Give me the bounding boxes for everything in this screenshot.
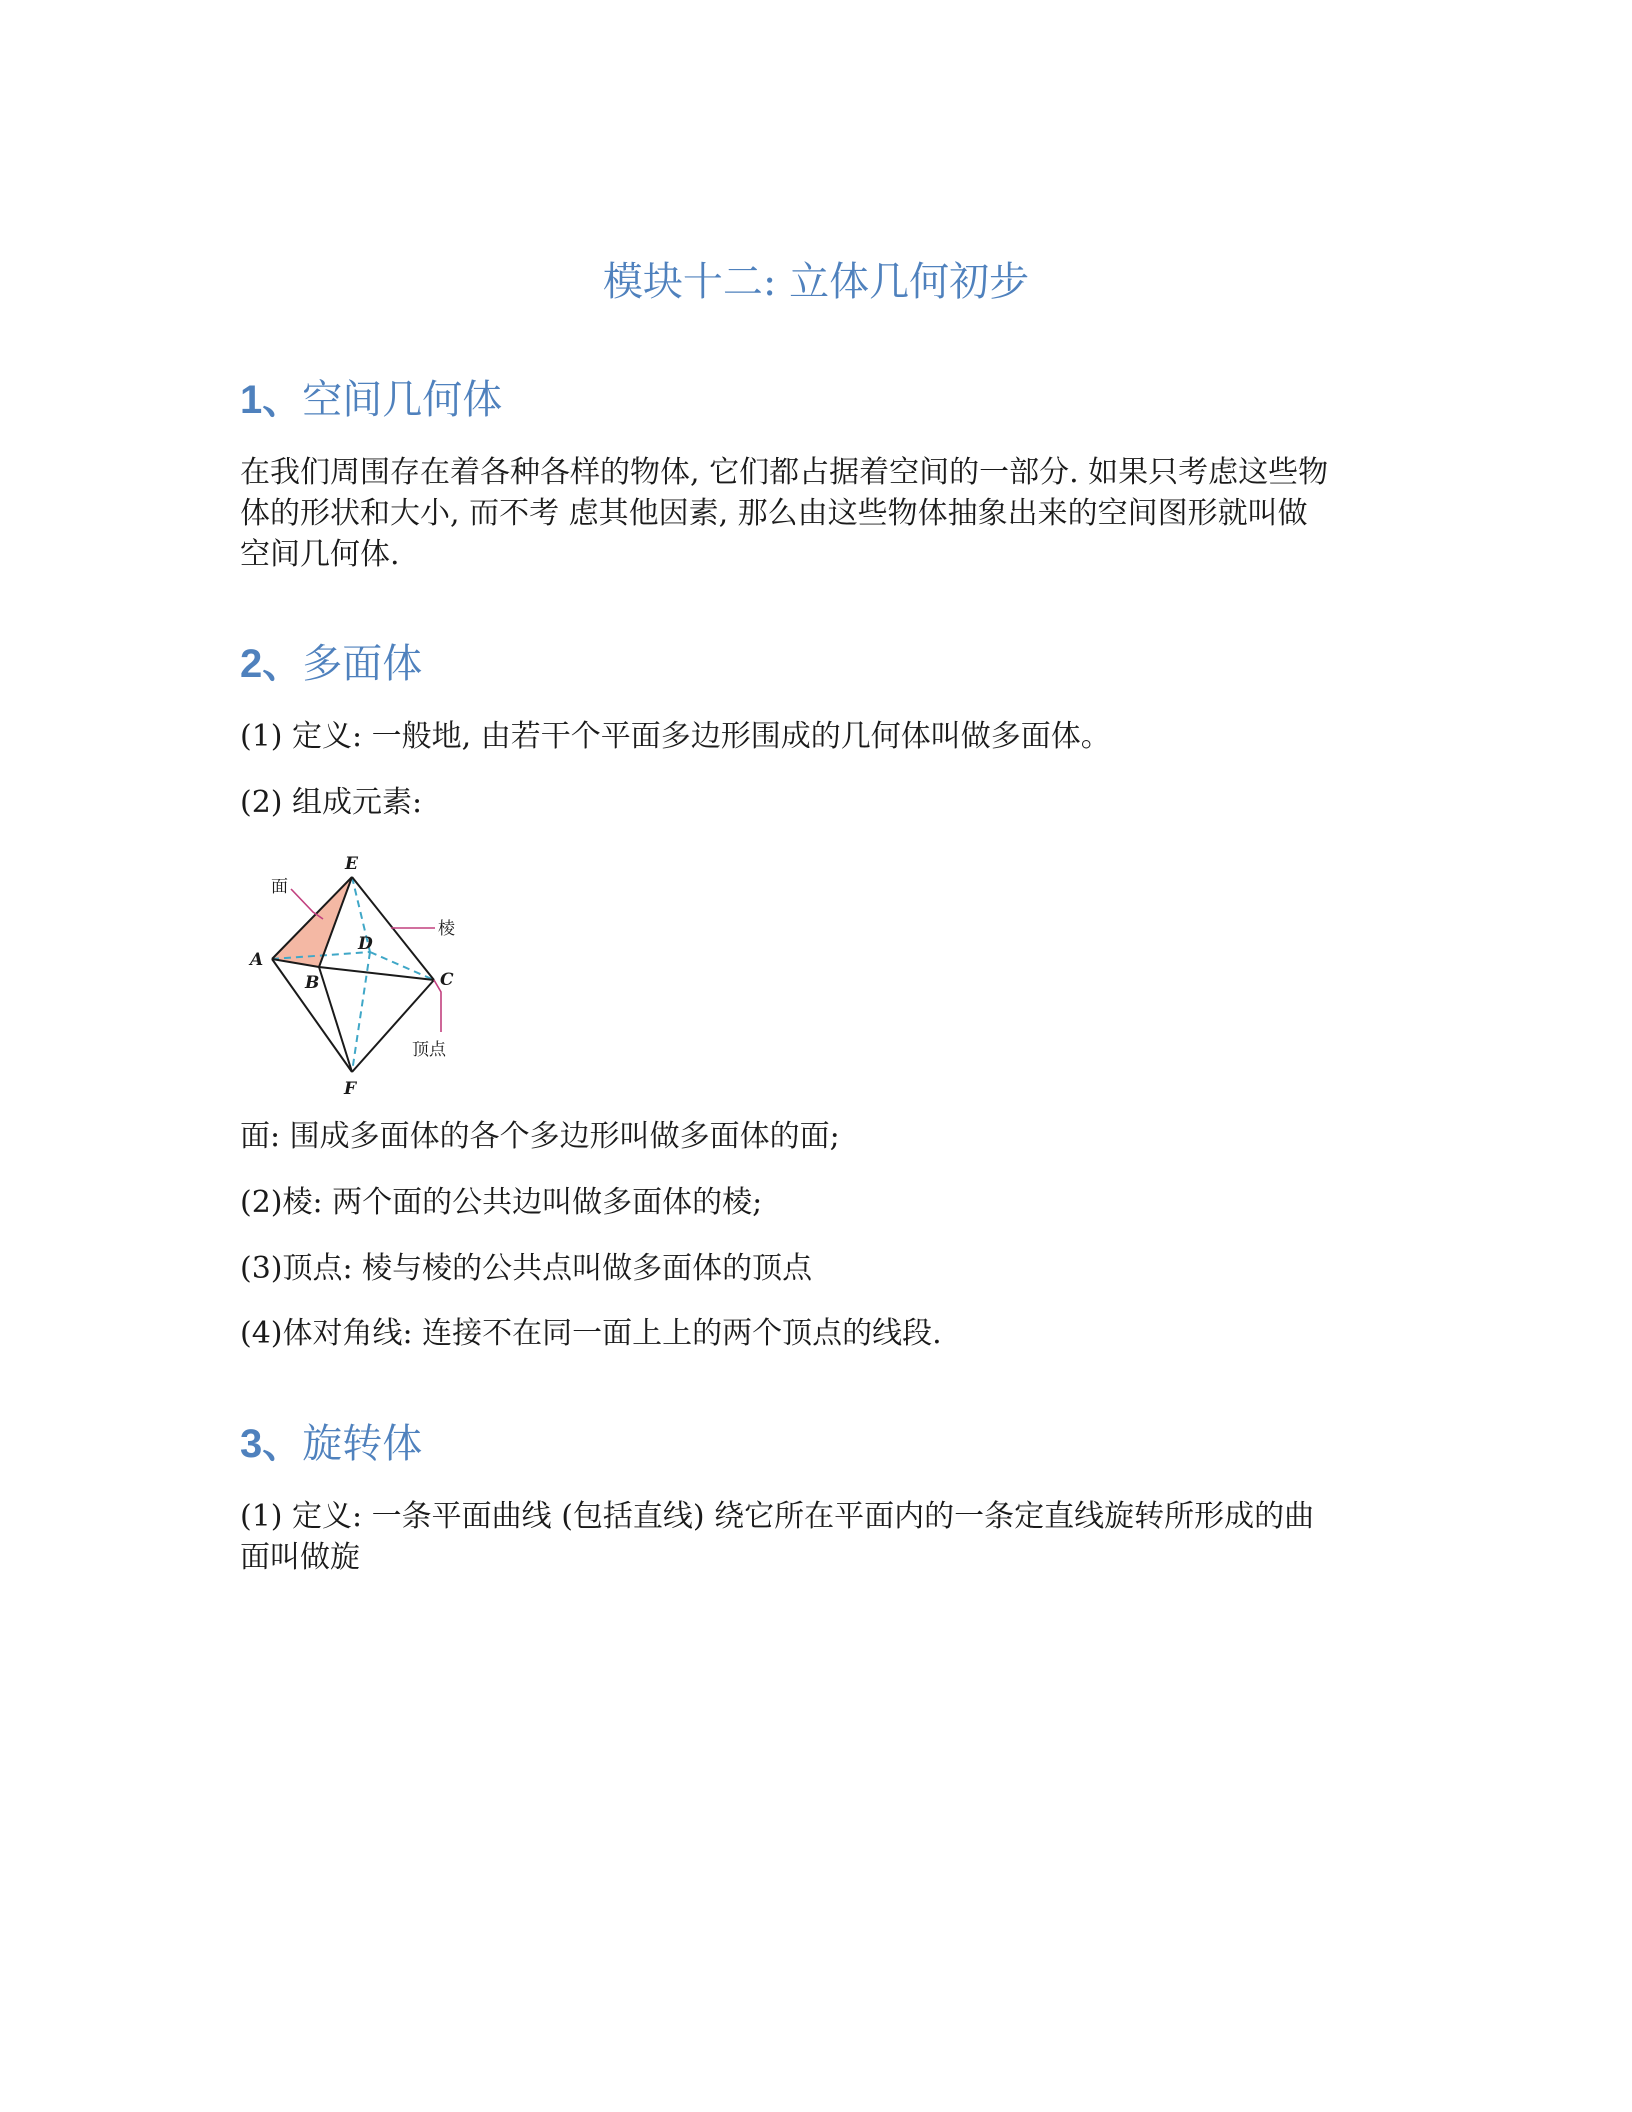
element-face: 面: 围成多面体的各个多边形叫做多面体的面; [240, 1119, 840, 1154]
section-3-line: 面叫做旋 [240, 1540, 360, 1575]
label-edge: 棱 [438, 919, 455, 939]
element-diagonal: (4)体对角线: 连接不在同一面上上的两个顶点的线段. [240, 1316, 942, 1351]
element-edge: (2)棱: 两个面的公共边叫做多面体的棱; [240, 1185, 763, 1220]
hidden-edges [272, 877, 434, 1072]
element-vertex: (3)顶点: 棱与棱的公共点叫做多面体的顶点 [240, 1251, 813, 1286]
polyhedron-definition: (1) 定义: 一般地, 由若干个平面多边形围成的几何体叫做多面体。 [240, 719, 1111, 754]
vertex-label-F: F [344, 1079, 357, 1098]
vertex-label-A: A [250, 950, 264, 970]
visible-edges [272, 877, 434, 1072]
section-1-line: 在我们周围存在着各种各样的物体, 它们都占据着空间的一部分. 如果只考虑这些物 [240, 455, 1329, 490]
section-3-paragraph [240, 1496, 1390, 1578]
section-1-paragraph [240, 452, 1390, 575]
section-1-heading [240, 372, 502, 428]
section-3-title: 旋转体 [302, 1421, 423, 1467]
label-vertex: 顶点 [412, 1040, 446, 1060]
section-3-line: (1) 定义: 一条平面曲线 (包括直线) 绕它所在平面内的一条定直线旋转所形成的曲 [240, 1499, 1315, 1534]
section-2-heading [240, 636, 422, 692]
octahedron-figure [245, 852, 475, 1098]
vertex-label-E: E [345, 854, 358, 874]
section-2-number: 2、 [240, 642, 303, 686]
section-2-title: 多面体 [302, 641, 423, 687]
section-3-number: 3、 [240, 1422, 303, 1466]
vertex-label-D: D [358, 934, 373, 954]
polyhedron-elements-label: (2) 组成元素: [240, 785, 423, 820]
vertex-label-C: C [440, 970, 454, 990]
label-face: 面 [271, 877, 288, 897]
octahedron-diagram [245, 852, 475, 1098]
document-title: 模块十二: 立体几何初步 [602, 259, 1030, 305]
section-3-heading [240, 1416, 422, 1472]
vertex-label-B: B [305, 973, 320, 993]
section-1-line: 体的形状和大小, 而不考 虑其他因素, 那么由这些物体抽象出来的空间图形就叫做 [240, 496, 1308, 531]
section-1-title: 空间几何体 [302, 377, 503, 423]
section-1-line: 空间几何体. [240, 537, 400, 572]
edge-BF [319, 967, 352, 1072]
section-1-number: 1、 [240, 378, 303, 422]
